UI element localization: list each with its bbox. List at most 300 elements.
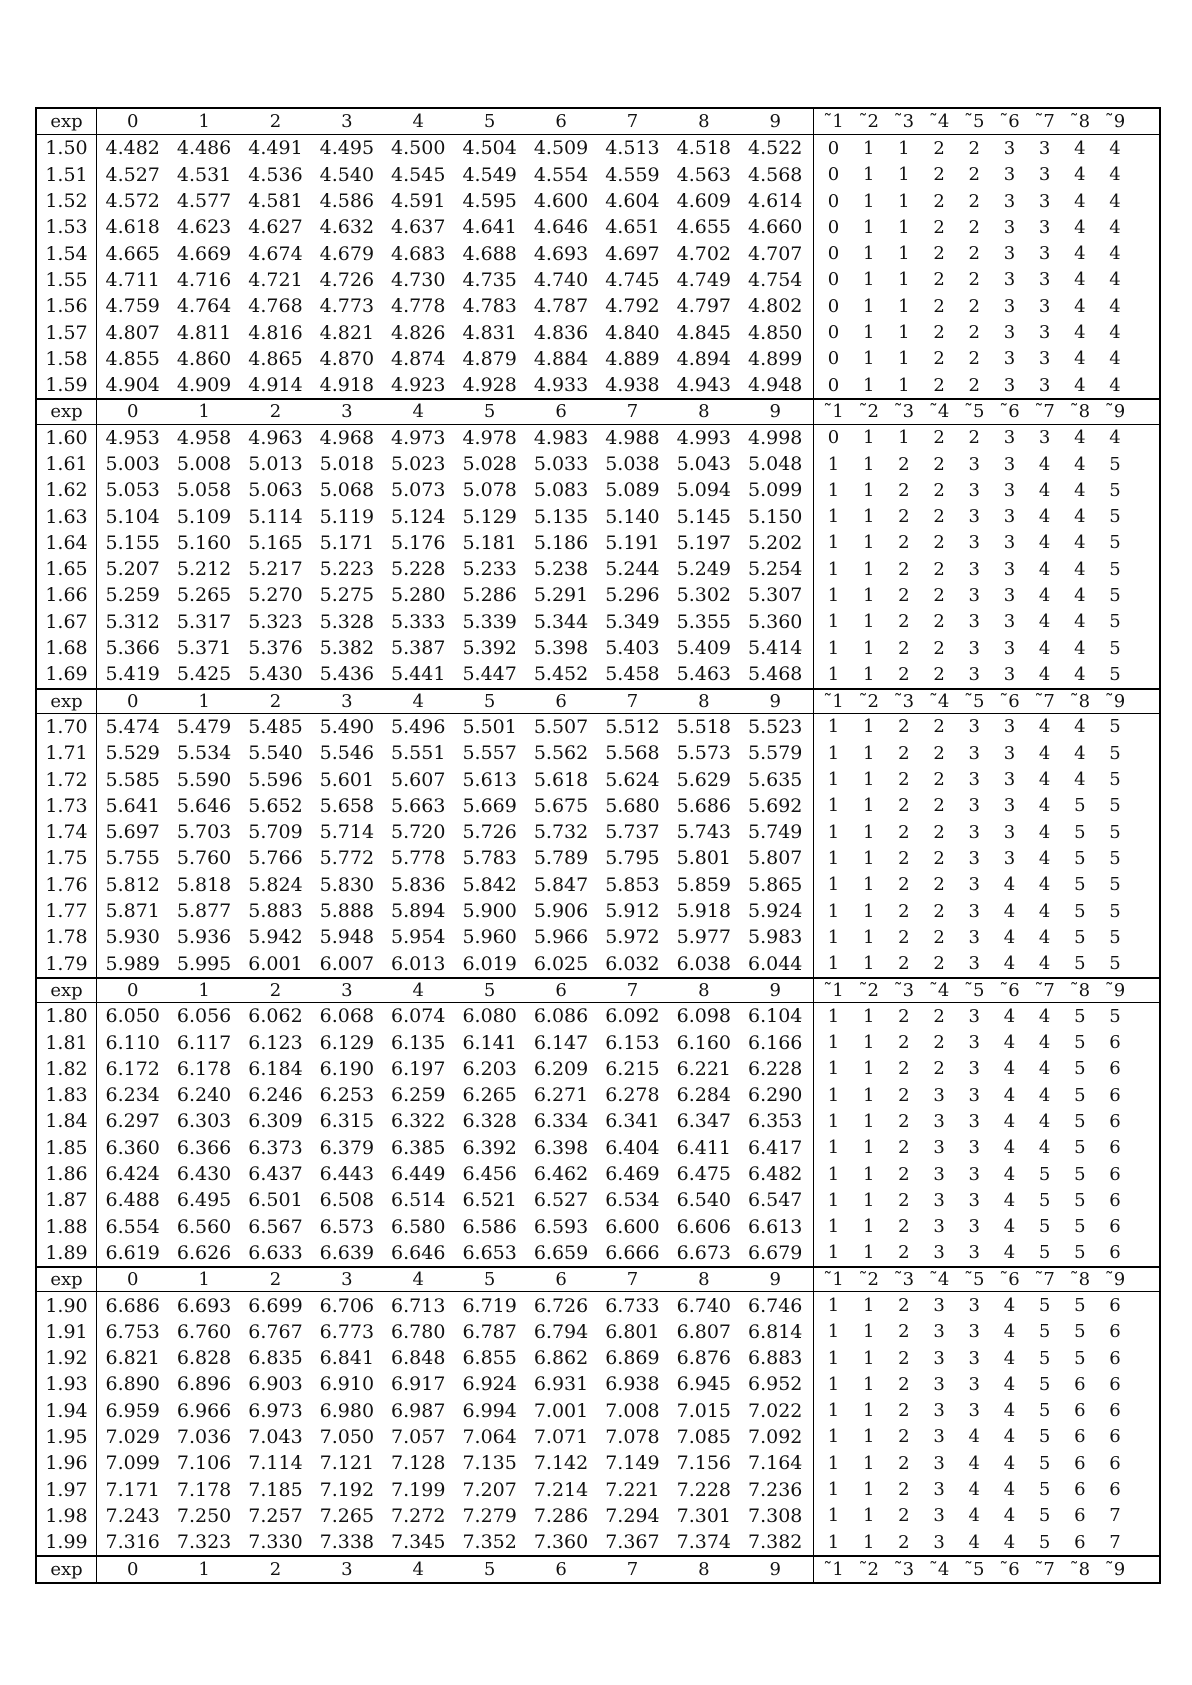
row-exp-value: 1.87 [37, 1187, 97, 1213]
header-column-label: 9 [769, 401, 781, 423]
table-cell: 5.078 [462, 479, 517, 502]
diff-cell: 3 [968, 637, 980, 659]
diff-cell: 1 [862, 584, 875, 606]
diff-cell: 4 [1109, 269, 1121, 291]
table-cell: 6.938 [605, 1373, 660, 1396]
diff-cell: 3 [968, 926, 980, 948]
table-cell: 5.191 [605, 531, 660, 554]
table-cell: 6.328 [462, 1110, 517, 1133]
header-column-label: 2 [269, 1558, 282, 1580]
diff-cell: 5 [1074, 847, 1086, 869]
table-cell: 5.894 [391, 900, 446, 923]
diff-cell: 4 [1003, 1295, 1016, 1316]
table-row [37, 1108, 1159, 1134]
column-divider [813, 951, 814, 977]
table-cell: 5.629 [676, 768, 732, 791]
diff-cell: 5 [1074, 1110, 1086, 1132]
table-cell: 6.821 [105, 1347, 160, 1370]
table-cell: 7.199 [391, 1478, 446, 1501]
diff-cell: 4 [1038, 900, 1051, 922]
diff-cell: 3 [933, 1531, 945, 1553]
diff-cell: 6 [1109, 1373, 1121, 1395]
header-diff-label: ˜3 [893, 1558, 915, 1580]
diff-cell: 2 [898, 1426, 910, 1448]
table-cell: 6.534 [605, 1189, 660, 1212]
table-cell: 5.376 [248, 637, 303, 660]
table-cell: 4.721 [248, 268, 303, 291]
table-cell: 6.392 [462, 1136, 517, 1159]
diff-cell: 2 [898, 821, 910, 843]
table-cell: 4.850 [748, 321, 803, 344]
table-cell: 4.778 [391, 295, 446, 318]
table-cell: 4.836 [533, 321, 589, 344]
column-divider [813, 1503, 814, 1529]
diff-cell: 6 [1074, 1452, 1086, 1474]
diff-cell: 1 [827, 663, 840, 685]
header-row [37, 398, 1159, 424]
row-exp-value: 1.95 [37, 1424, 97, 1450]
diff-cell: 1 [862, 926, 875, 948]
table-cell: 5.613 [462, 768, 517, 791]
table-cell: 4.627 [248, 216, 303, 239]
diff-cell: 2 [898, 1479, 910, 1501]
table-cell: 4.665 [105, 242, 160, 265]
header-column-label: 8 [698, 690, 710, 712]
header-diff-label: ˜4 [928, 401, 950, 423]
header-column-label: 1 [198, 690, 210, 712]
table-cell: 6.443 [319, 1163, 375, 1186]
diff-cell: 2 [898, 795, 910, 817]
table-cell: 5.507 [533, 715, 589, 738]
diff-cell: 1 [827, 1084, 840, 1106]
diff-cell: 3 [968, 742, 980, 764]
diff-cell: 4 [1074, 295, 1086, 317]
table-cell: 5.392 [462, 637, 517, 660]
table-cell: 5.652 [248, 794, 303, 817]
diff-cell: 0 [827, 216, 840, 238]
table-cell: 6.068 [319, 1005, 375, 1028]
diff-cell: 4 [1074, 479, 1086, 501]
table-cell: 4.595 [462, 190, 517, 213]
diff-cell: 3 [1038, 322, 1051, 344]
table-cell: 7.029 [105, 1425, 160, 1448]
header-diff-label: ˜8 [1069, 1269, 1091, 1291]
table-cell: 5.238 [533, 558, 589, 581]
diff-cell: 6 [1109, 1163, 1121, 1185]
diff-cell: 3 [1003, 164, 1016, 186]
header-diff-label: ˜8 [1069, 690, 1091, 712]
table-row [37, 1003, 1159, 1029]
diff-cell: 3 [968, 506, 980, 528]
diff-cell: 1 [862, 1242, 875, 1264]
diff-cell: 2 [898, 742, 910, 764]
table-cell: 5.924 [748, 900, 803, 923]
column-divider [813, 214, 814, 240]
table-cell: 5.540 [248, 742, 303, 765]
table-cell: 6.626 [176, 1241, 232, 1264]
diff-cell: 5 [1038, 1242, 1051, 1264]
column-divider [813, 109, 814, 134]
diff-cell: 1 [862, 1321, 875, 1343]
header-diff-label: ˜7 [1034, 1558, 1055, 1580]
table-cell: 7.071 [533, 1425, 589, 1448]
table-cell: 5.398 [533, 637, 589, 660]
table-cell: 6.234 [105, 1084, 160, 1107]
diff-cell: 4 [1003, 1426, 1016, 1448]
table-cell: 4.563 [676, 163, 732, 186]
diff-cell: 1 [862, 269, 875, 291]
column-divider [813, 162, 814, 188]
table-cell: 5.155 [105, 531, 160, 554]
diff-cell: 4 [1003, 1137, 1016, 1159]
diff-cell: 1 [827, 795, 840, 817]
table-cell: 6.373 [248, 1136, 303, 1159]
diff-cell: 0 [827, 322, 840, 344]
table-cell: 5.233 [462, 558, 517, 581]
header-diff-label: ˜2 [858, 1269, 879, 1291]
column-divider [813, 1187, 814, 1213]
table-cell: 4.928 [462, 374, 517, 397]
table-cell: 5.425 [176, 663, 232, 686]
table-cell: 4.726 [319, 268, 375, 291]
table-cell: 5.960 [462, 926, 517, 949]
row-exp-value: 1.63 [37, 503, 97, 529]
header-column-label: 8 [698, 401, 710, 423]
table-cell: 5.847 [533, 873, 589, 896]
diff-cell: 1 [862, 1479, 875, 1501]
diff-cell: 1 [827, 479, 840, 501]
header-diff-label: ˜1 [823, 1269, 844, 1291]
table-cell: 7.050 [319, 1425, 375, 1448]
diff-cell: 5 [1074, 1137, 1086, 1159]
diff-cell: 6 [1074, 1373, 1086, 1395]
diff-cell: 2 [898, 953, 910, 975]
table-cell: 4.581 [248, 190, 303, 213]
header-column-label: 3 [341, 401, 353, 423]
table-cell: 5.954 [391, 926, 446, 949]
diff-cell: 2 [933, 874, 945, 896]
diff-cell: 1 [862, 1295, 875, 1316]
table-cell: 6.521 [462, 1189, 517, 1212]
diff-cell: 1 [862, 190, 875, 212]
diff-cell: 5 [1074, 821, 1086, 843]
table-cell: 6.814 [748, 1320, 803, 1343]
header-diff-label: ˜4 [928, 111, 950, 133]
table-cell: 7.171 [105, 1478, 160, 1501]
diff-cell: 2 [933, 295, 945, 317]
table-cell: 7.085 [676, 1425, 732, 1448]
table-cell: 4.816 [248, 321, 303, 344]
diff-cell: 2 [968, 137, 980, 159]
diff-cell: 1 [827, 1479, 840, 1501]
table-cell: 7.099 [105, 1452, 160, 1475]
diff-cell: 5 [1074, 1005, 1086, 1027]
table-cell: 4.948 [748, 374, 803, 397]
table-cell: 5.490 [319, 715, 375, 738]
diff-cell: 3 [968, 874, 980, 896]
diff-cell: 4 [1003, 1084, 1016, 1106]
table-row [37, 1161, 1159, 1187]
row-exp-value: 1.74 [37, 819, 97, 845]
table-cell: 6.773 [319, 1320, 375, 1343]
table-cell: 6.147 [533, 1031, 589, 1054]
diff-cell: 1 [898, 269, 910, 291]
diff-cell: 3 [1003, 637, 1016, 659]
diff-cell: 4 [1074, 322, 1086, 344]
diff-cell: 1 [898, 374, 910, 396]
diff-cell: 5 [1038, 1295, 1051, 1316]
diff-cell: 3 [1003, 663, 1016, 685]
diff-cell: 6 [1109, 1321, 1121, 1343]
table-cell: 5.995 [176, 952, 232, 975]
table-cell: 5.033 [533, 453, 589, 475]
diff-cell: 4 [1109, 216, 1121, 238]
table-cell: 4.855 [105, 347, 160, 370]
table-cell: 5.529 [105, 742, 160, 765]
diff-cell: 4 [1109, 295, 1121, 317]
table-cell: 6.166 [748, 1031, 803, 1054]
diff-cell: 6 [1109, 1295, 1121, 1316]
diff-cell: 1 [827, 506, 840, 528]
diff-cell: 3 [968, 1373, 980, 1395]
diff-cell: 2 [933, 637, 945, 659]
table-cell: 4.933 [533, 374, 589, 397]
table-cell: 6.639 [319, 1241, 375, 1264]
diff-cell: 3 [933, 1189, 945, 1211]
column-divider [813, 1003, 814, 1029]
table-cell: 7.064 [462, 1425, 517, 1448]
table-cell: 4.707 [748, 242, 803, 265]
table-row [37, 1319, 1159, 1345]
table-cell: 5.859 [676, 873, 732, 896]
header-column-label: 0 [126, 1269, 139, 1291]
table-cell: 4.623 [176, 216, 232, 239]
diff-cell: 2 [933, 716, 945, 738]
column-divider [813, 1268, 814, 1291]
table-cell: 5.053 [105, 479, 160, 502]
table-cell: 5.474 [105, 715, 160, 738]
diff-cell: 4 [1003, 1005, 1016, 1027]
table-cell: 4.998 [748, 426, 803, 449]
table-cell: 6.297 [105, 1110, 160, 1133]
diff-cell: 5 [1109, 847, 1121, 869]
diff-cell: 3 [933, 1347, 945, 1369]
diff-cell: 1 [862, 506, 875, 528]
diff-cell: 5 [1109, 479, 1121, 501]
table-cell: 6.215 [605, 1057, 660, 1080]
row-exp-value: 1.50 [37, 135, 97, 161]
table-cell: 6.104 [748, 1005, 803, 1028]
diff-cell: 2 [898, 1032, 910, 1054]
header-diff-label: ˜2 [858, 111, 879, 133]
table-cell: 5.124 [391, 505, 446, 528]
row-exp-value: 1.64 [37, 530, 97, 556]
table-cell: 5.073 [391, 479, 446, 502]
diff-cell: 2 [933, 243, 945, 265]
table-cell: 5.150 [748, 505, 803, 528]
diff-cell: 2 [968, 348, 980, 370]
header-column-label: 9 [769, 1558, 781, 1580]
header-diff-label: ˜1 [823, 401, 844, 423]
diff-cell: 4 [968, 1426, 980, 1448]
header-diff-label: ˜2 [858, 979, 879, 1001]
header-column-label: 1 [198, 1558, 210, 1580]
diff-cell: 7 [1109, 1505, 1121, 1527]
diff-cell: 4 [1074, 216, 1086, 238]
table-cell: 6.221 [676, 1057, 732, 1080]
diff-cell: 1 [862, 874, 875, 896]
diff-cell: 4 [1003, 874, 1016, 896]
header-column-label: 5 [483, 979, 496, 1001]
diff-cell: 2 [968, 269, 980, 291]
diff-cell: 1 [827, 1531, 840, 1553]
table-cell: 6.074 [391, 1005, 446, 1028]
table-cell: 6.001 [248, 952, 303, 975]
table-cell: 4.745 [605, 268, 660, 291]
table-row [37, 661, 1159, 687]
table-cell: 7.164 [748, 1452, 803, 1475]
column-divider [813, 661, 814, 687]
diff-cell: 1 [827, 1137, 840, 1159]
diff-cell: 5 [1074, 1163, 1086, 1185]
diff-cell: 1 [827, 821, 840, 843]
header-column-label: 5 [483, 1558, 496, 1580]
table-cell: 4.797 [676, 295, 732, 318]
table-cell: 7.022 [748, 1399, 803, 1422]
diff-cell: 3 [933, 1295, 945, 1316]
table-cell: 5.686 [676, 794, 732, 817]
table-row [37, 1240, 1159, 1266]
table-cell: 7.106 [176, 1452, 232, 1475]
table-cell: 5.202 [748, 531, 803, 554]
diff-cell: 4 [1038, 1137, 1051, 1159]
diff-cell: 4 [1038, 769, 1051, 791]
column-divider [813, 1557, 814, 1581]
diff-cell: 5 [1038, 1189, 1051, 1211]
diff-cell: 4 [968, 1505, 980, 1527]
table-cell: 4.870 [319, 347, 375, 370]
table-row [37, 635, 1159, 661]
header-column-label: 7 [626, 979, 639, 1001]
header-diff-label: ˜6 [999, 111, 1020, 133]
diff-cell: 1 [827, 900, 840, 922]
table-cell: 5.296 [605, 584, 660, 607]
diff-cell: 3 [1038, 137, 1051, 159]
table-cell: 5.023 [391, 453, 446, 475]
column-divider [813, 372, 814, 398]
diff-cell: 1 [862, 427, 875, 449]
header-column-label: 2 [269, 401, 282, 423]
diff-cell: 1 [827, 1505, 840, 1527]
table-cell: 7.114 [248, 1452, 303, 1475]
table-cell: 6.172 [105, 1057, 160, 1080]
diff-cell: 2 [898, 1084, 910, 1106]
table-cell: 6.360 [105, 1136, 160, 1159]
diff-cell: 2 [898, 1216, 910, 1238]
diff-cell: 5 [1109, 453, 1121, 475]
diff-cell: 5 [1109, 506, 1121, 528]
diff-cell: 5 [1038, 1321, 1051, 1343]
table-cell: 6.514 [391, 1189, 446, 1212]
table-cell: 5.109 [176, 505, 232, 528]
diff-cell: 2 [898, 1452, 910, 1474]
table-cell: 6.404 [605, 1136, 660, 1159]
header-column-label: 3 [341, 690, 353, 712]
table-cell: 5.254 [748, 558, 803, 581]
table-cell: 5.795 [605, 847, 660, 870]
table-cell: 6.848 [391, 1347, 446, 1370]
table-cell: 6.228 [748, 1057, 803, 1080]
diff-cell: 3 [968, 611, 980, 633]
table-cell: 4.740 [533, 268, 589, 291]
diff-cell: 2 [933, 479, 945, 501]
diff-cell: 3 [1003, 742, 1016, 764]
diff-cell: 1 [862, 1347, 875, 1369]
diff-cell: 2 [898, 506, 910, 528]
header-diff-label: ˜9 [1104, 1269, 1126, 1291]
table-cell: 6.456 [462, 1163, 517, 1186]
column-divider [813, 267, 814, 293]
row-exp-value: 1.66 [37, 582, 97, 608]
table-cell: 4.879 [462, 347, 517, 370]
table-row [37, 162, 1159, 188]
header-diff-label: ˜7 [1034, 979, 1055, 1001]
diff-cell: 5 [1109, 584, 1121, 606]
diff-cell: 5 [1109, 769, 1121, 791]
diff-cell: 2 [933, 953, 945, 975]
table-cell: 5.280 [391, 584, 446, 607]
column-divider [813, 503, 814, 529]
column-divider [813, 898, 814, 924]
header-diff-label: ˜2 [858, 1558, 879, 1580]
table-cell: 5.140 [605, 505, 660, 528]
diff-cell: 3 [1003, 216, 1016, 238]
table-cell: 4.486 [176, 137, 232, 160]
diff-cell: 4 [1038, 506, 1051, 528]
table-cell: 5.624 [605, 768, 660, 791]
diff-cell: 2 [898, 1058, 910, 1080]
diff-cell: 4 [1038, 479, 1051, 501]
table-cell: 6.828 [176, 1347, 232, 1370]
diff-cell: 2 [898, 584, 910, 606]
diff-cell: 2 [933, 1032, 945, 1054]
table-cell: 6.994 [462, 1399, 517, 1422]
table-cell: 5.601 [319, 768, 375, 791]
table-cell: 5.043 [676, 453, 732, 475]
header-diff-label: ˜9 [1104, 111, 1126, 133]
diff-cell: 2 [968, 427, 980, 449]
diff-cell: 6 [1109, 1347, 1121, 1369]
diff-cell: 4 [1109, 427, 1121, 449]
diff-cell: 4 [1003, 1110, 1016, 1132]
table-cell: 7.228 [676, 1478, 732, 1501]
table-row [37, 793, 1159, 819]
diff-cell: 4 [1003, 1531, 1016, 1553]
row-exp-value: 1.57 [37, 319, 97, 345]
diff-cell: 4 [1074, 243, 1086, 265]
table-cell: 4.811 [176, 321, 232, 344]
table-cell: 6.693 [176, 1294, 232, 1317]
table-cell: 5.590 [176, 768, 232, 791]
table-cell: 5.038 [605, 453, 660, 475]
table-cell: 5.419 [105, 663, 160, 686]
diff-cell: 0 [827, 164, 840, 186]
header-diff-label: ˜6 [999, 690, 1020, 712]
table-cell: 6.160 [676, 1031, 732, 1054]
table-cell: 4.693 [533, 242, 589, 265]
table-cell: 5.323 [248, 610, 303, 633]
header-diff-label: ˜5 [964, 979, 985, 1001]
